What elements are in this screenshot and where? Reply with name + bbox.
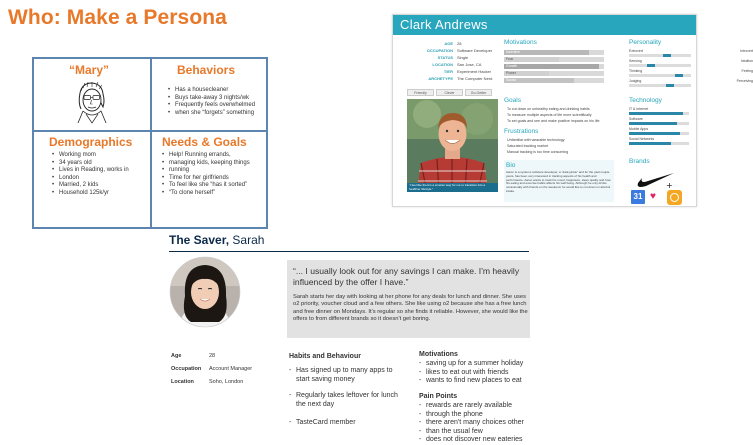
goal-item: To cut down on unhealthy eating and drinking habits [507,107,590,111]
frustration-item: Manual tracking is too time consuming [507,150,569,154]
saver-title: The Saver, Sarah [169,233,265,247]
info-value: 28 [457,41,462,46]
list-item: • Buys take-away 3 nights/wk [168,95,268,103]
motivation-bar: Fear [504,57,559,62]
list-item: - likes to eat out with friends [419,369,523,378]
list-item: • “To clone herself” [162,190,268,198]
list-item: - rewards are rarely available [419,402,524,411]
occupation-value: Account Manager [209,366,253,372]
behaviors-heading: Behaviors [177,63,236,77]
motivations-list [419,360,523,386]
behaviors-list [168,87,268,117]
age-label: Age [171,353,182,359]
info-value: Single [457,55,469,60]
sketch-portrait-icon [68,79,112,123]
grid-divider-vertical [150,59,152,227]
info-value: Experiment Hacker [457,69,492,74]
goal-item: To set goals and see and make positive impacts on his life [507,119,600,123]
list-item: • Married, 2 kids [52,182,150,190]
persona-name: Clark Andrews [400,17,488,32]
calendar-day: 31 [633,192,643,201]
info-value: Software Developer [457,48,493,53]
timer-app-icon [667,190,682,205]
profile-photo [407,99,498,192]
list-item: • Household 125k/yr [52,190,150,198]
motivation-bar: Incentive [504,50,589,55]
photo-caption: “I feel like there's a smarter way for me to transition into a healthier lifestyle.” [409,183,486,192]
frustrations-heading: Frustrations [504,128,539,135]
saver-name: Sarah [232,233,265,247]
list-item: • To feel like she “has it sorted” [162,182,268,190]
list-item: - than the usual few [419,428,524,437]
list-item: • running [162,167,268,175]
trait-tag: Friendly [407,89,434,96]
list-item: - there aren't many choices other [419,419,524,428]
motivation-bar: Power [504,71,549,76]
title-divider [169,251,529,252]
motivations-heading: Motivations [419,351,458,358]
list-item: - saving up for a summer holiday [419,360,523,369]
motivations-heading: Motivations [504,39,537,46]
saver-description: Sarah starts her day with looking at her phone for any deals for lunch and dinner. She uses o2 priority, voucher cloud and a few others. She like using o2 because she has a free lunch and free dinner on Mondays. It's regular so she finds it reliable. However, she would like the offers to from different brands so it doesn't get boring. [293,294,528,322]
svg-text:+: + [666,181,673,190]
nike-swoosh-icon [636,167,676,189]
slider-marker [647,64,655,67]
mary-persona-card [32,57,268,229]
habit-item: - Regularly takes leftover for lunch the next day [289,392,398,408]
motivation-bar: Growth [504,64,599,69]
list-item: • Frequently feels overwhelmed [168,102,268,110]
list-item: - does not discover new eateries [419,436,524,445]
location-value: Soho, London [209,379,244,385]
sarah-avatar [169,256,241,328]
list-item: • Help! Running errands, [162,152,268,160]
technology-heading: Technology [629,97,662,104]
frustration-item: Unfamiliar with wearable technology [507,138,565,142]
habit-item: - Has signed up to many apps to start saving money [289,367,393,383]
page-title: Who: Make a Persona [8,6,227,29]
goal-item: To measure multiple aspects of life more scientifically [507,113,592,117]
habits-heading: Habits and Behaviour [289,353,361,360]
info-label: OCCUPATION [426,48,453,53]
goals-heading: Goals [504,97,521,104]
list-item: • 34 years old [52,160,150,168]
persona-name: “Mary” [69,63,110,77]
location-label: Location [171,379,194,385]
clark-persona-card: Clark Andrews AGE OCCUPATION STATUS LOCATION TIER ARCHETYPE 28 Software Developer Single San Jose, CA Experiment Hacker The Computer Nerd Friendly Clever Go-Getter “I feel like there's a smarter way for me to transition into a healthier lifestyle.” Motivations Incentive Fear Growth Power Social Goals To cut down on unhealthy eating and drinking habits To measure multiple aspects of life more scientifically To set goals and see and make positive impacts on his life Frustrations Unfamiliar with wearable technology Saturated tracking market Manual tracking is too time consuming Bio Aaron is a systems software developer, a “data junkie” and for the past couple years, has been very interested in tracking aspects of his health and performance. Aaron wants to track his mood, happiness, sleep quality and how his eating and exercise habits affects his well being. Although he only drinks occasionally with friends on the weekend, he would like to cut down on alcohol intake. Personality Extrovert Introvert Sensing Intuition Thinking Feeling Judging Perceiving Technology IT & Internet Software Mobile Apps Social Networks Brands + 31 ♥ [392,14,697,207]
demographics-list [52,152,150,198]
list-item: - wants to find new places to eat [419,377,523,386]
list-item: • Has a housecleaner [168,87,268,95]
needs-goals-heading: Needs & Goals [162,135,247,149]
pain-points-list [419,402,524,445]
personality-heading: Personality [629,39,662,46]
brands-heading: Brands [629,158,650,165]
pain-points-heading: Pain Points [419,393,458,400]
bio-heading: Bio [506,162,516,169]
slider-marker [663,54,671,57]
trait-tag: Go-Getter [465,89,492,96]
slider-marker [675,74,683,77]
trait-tag: Clever [436,89,463,96]
saver-quote: “... I usually look out for any savings I can make. I'm heavily influenced by the offer I have.” [293,266,520,287]
list-item: • Time for her girlfriends [162,175,268,183]
list-item: - through the phone [419,411,524,420]
frustration-item: Saturated tracking market [507,144,549,148]
slider-marker [666,84,674,87]
demographics-heading: Demographics [49,135,133,149]
motivation-bar: Social [504,78,574,83]
list-item: • Lives in Reading, works in [52,167,150,175]
bio-text: Aaron is a systems software developer, a “data junkie” and for the past couple years, has been very interested in tracking aspects of his health and performance. Aaron wants to track his mood, happiness, sleep quality and how his eating and exercise habits affects his well being. Although he only drinks occasionally with friends on the weekend, he would like to cut down on alcohol intake. [506,170,611,193]
age-value: 28 [209,353,216,359]
habit-item: - TasteCard member [289,419,356,426]
list-item: • Working mom [52,152,150,160]
info-label: ARCHETYPE [428,76,453,81]
grid-divider-horizontal [34,130,266,132]
info-label: LOCATION [432,62,453,67]
heart-icon: ♥ [650,191,656,202]
list-item: • when she “forgets” something [168,110,268,118]
list-item: • managing kids, keeping things [162,160,268,168]
info-label: AGE [444,41,453,46]
info-label: TIER [443,69,453,74]
info-label: STATUS [437,55,453,60]
info-value: The Computer Nerd [457,76,493,81]
list-item: • London [52,175,150,183]
info-value: San Jose, CA [457,62,482,67]
occupation-label: Occupation [171,366,202,372]
needs-goals-list [162,152,268,198]
